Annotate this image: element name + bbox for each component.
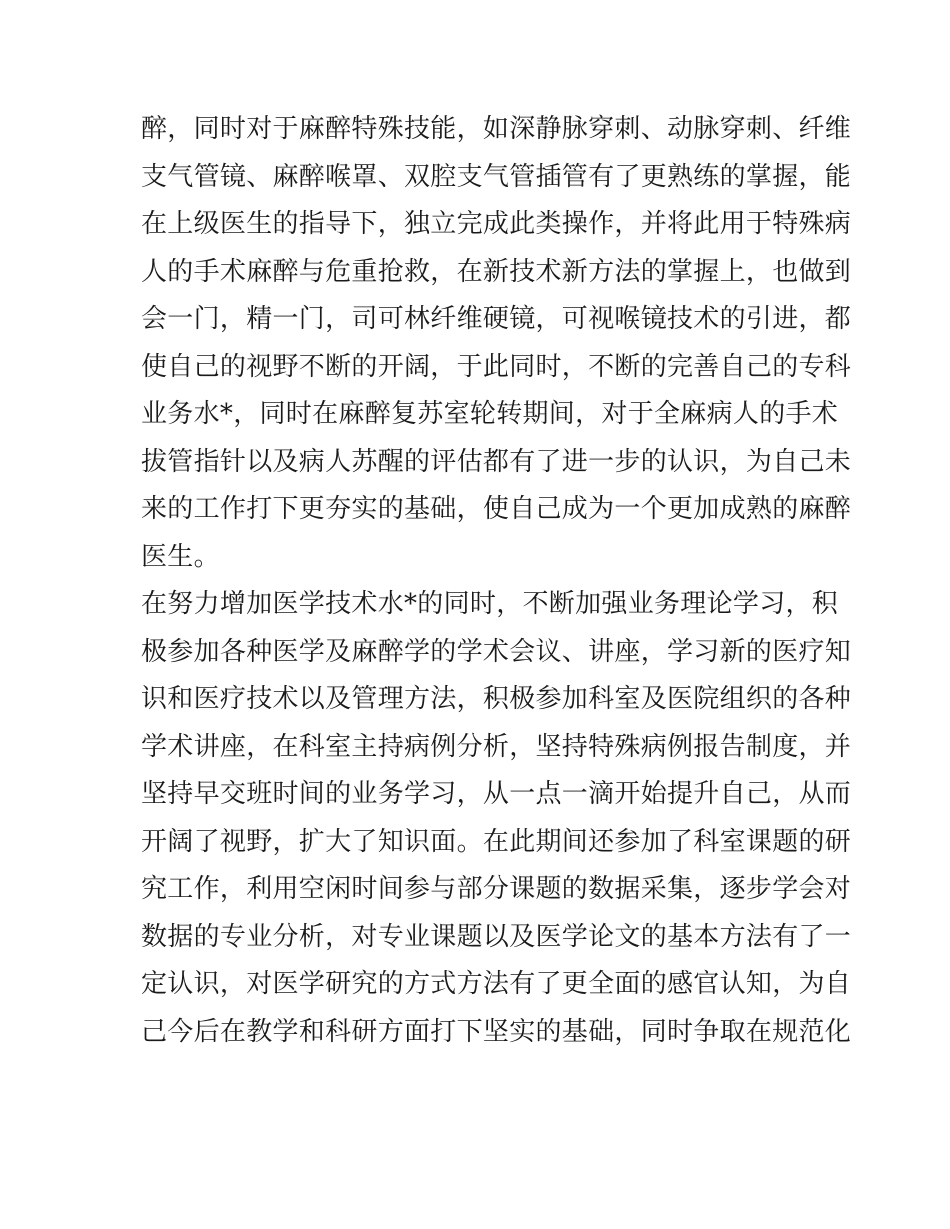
text-line: 定认识，对医学研究的方式方法有了更全面的感官认知，为自 (141, 969, 852, 999)
text-line: 在努力增加医学技术水*的同时，不断加强业务理论学习，积 (141, 589, 839, 619)
body-text (141, 106, 852, 1056)
text-line: 人的手术麻醉与危重抢救，在新技术新方法的掌握上，也做到 (141, 256, 852, 287)
text-line: 在上级医生的指导下，独立完成此类操作，并将此用于特殊病 (141, 209, 852, 239)
text-line: 坚持早交班时间的业务学习，从一点一滴开始提升自己，从而 (141, 779, 852, 809)
text-line: 开阔了视野，扩大了知识面。在此期间还参加了科室课题的研 (141, 826, 852, 857)
text-line: 究工作，利用空闲时间参与部分课题的数据采集，逐步学会对 (141, 874, 852, 904)
text-line: 醉，同时对于麻醉特殊技能，如深静脉穿刺、动脉穿刺、纤维 (141, 114, 852, 144)
text-line: 会一门，精一门，司可林纤维硬镜，可视喉镜技术的引进，都 (141, 304, 852, 334)
text-line: 数据的专业分析，对专业课题以及医学论文的基本方法有了一 (141, 921, 852, 952)
text-line: 学术讲座，在科室主持病例分析，坚持特殊病例报告制度，并 (141, 731, 852, 762)
text-line: 极参加各种医学及麻醉学的学术会议、讲座，学习新的医疗知 (141, 636, 852, 667)
text-line: 拔管指针以及病人苏醒的评估都有了进一步的认识，为自己未 (141, 446, 852, 477)
text-line: 己今后在教学和科研方面打下坚实的基础，同时争取在规范化 (141, 1016, 852, 1047)
text-line: 业务水*，同时在麻醉复苏室轮转期间，对于全麻病人的手术 (141, 399, 839, 429)
text-line: 使自己的视野不断的开阔，于此同时，不断的完善自己的专科 (141, 351, 852, 382)
text-line: 医生。 (141, 541, 220, 572)
text-line: 识和医疗技术以及管理方法，积极参加科室及医院组织的各种 (141, 684, 852, 714)
text-line: 支气管镜、麻醉喉罩、双腔支气管插管有了更熟练的掌握，能 (141, 161, 852, 192)
text-line: 来的工作打下更夯实的基础，使自己成为一个更加成熟的麻醉 (141, 494, 852, 524)
